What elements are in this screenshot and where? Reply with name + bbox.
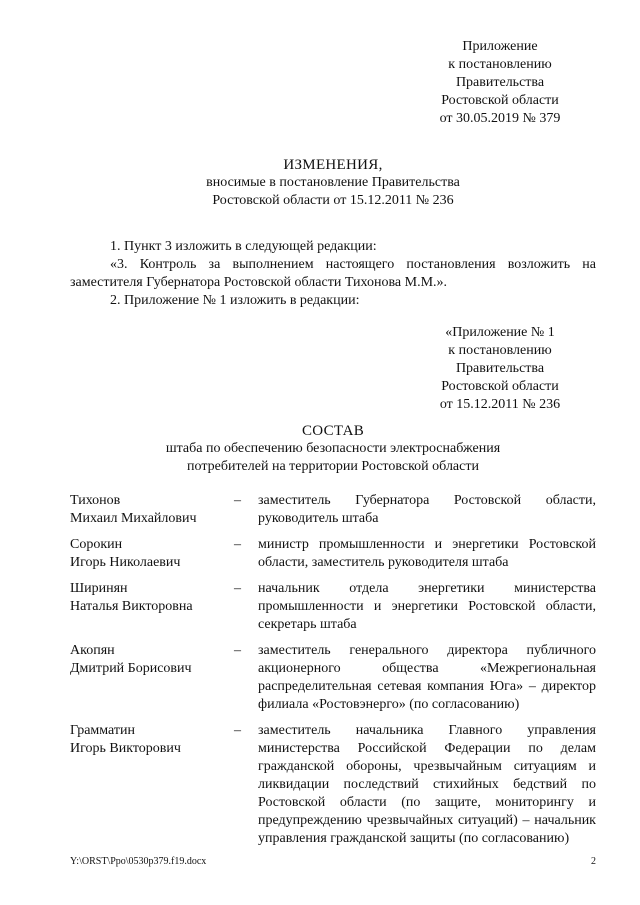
- member-given-names: Наталья Викторовна: [70, 599, 193, 614]
- member-given-names: Игорь Викторович: [70, 741, 181, 756]
- member-surname: Тихонов: [70, 493, 121, 508]
- member-dash: –: [234, 493, 241, 508]
- inner-appendix-header: [425, 324, 575, 414]
- appendix-line: «Приложение № 1: [445, 325, 555, 340]
- appendix-line: Ростовской области: [441, 93, 559, 108]
- composition-subtitle-line: штаба по обеспечению безопасности электроснабжения: [165, 441, 501, 456]
- member-dash: –: [234, 723, 241, 738]
- member-name: [70, 492, 234, 528]
- changes-subtitle-line: Ростовской области от 15.12.2011 № 236: [212, 193, 454, 208]
- members-list: [70, 492, 596, 856]
- member-role: заместитель начальника Главного управления министерства Российской Федерации по делам гражданской обороны, чрезвычайным ситуациям и ликвидации последствий стихийных бедствий по Ростовской области (по защите, мониторингу и предупреждению чрезвычайных ситуаций) – начальник управления гражданской защиты (по согласованию): [258, 723, 596, 846]
- member-given-names: Михаил Михайлович: [70, 511, 197, 526]
- member-role: начальник отдела энергетики министерства промышленности и энергетики Ростовской области, секретарь штаба: [258, 581, 596, 632]
- changes-title: ИЗМЕНЕНИЯ,: [283, 157, 383, 173]
- member-role: заместитель генерального директора публичного акционерного общества «Межрегиональная распределительная сетевая компания Юга» – директор филиала «Ростовэнерго» (по согласованию): [258, 643, 596, 712]
- member-row: [70, 722, 596, 848]
- composition-heading: [70, 422, 596, 476]
- member-given-names: Дмитрий Борисович: [70, 661, 192, 676]
- member-dash: –: [234, 537, 241, 552]
- appendix-line: от 15.12.2011 № 236: [439, 397, 561, 412]
- paragraph: 1. Пункт 3 изложить в следующей редакции:: [110, 239, 377, 254]
- member-surname: Ширинян: [70, 581, 128, 596]
- member-role: министр промышленности и энергетики Ростовской области, заместитель руководителя штаба: [258, 537, 596, 570]
- appendix-line: от 30.05.2019 № 379: [439, 111, 561, 126]
- paragraph: «3. Контроль за выполнением настоящего постановления возложить на заместителя Губернатора Ростовской области Тихонова М.М.».: [70, 257, 596, 290]
- member-dash: –: [234, 643, 241, 658]
- appendix-line: к постановлению: [448, 343, 552, 358]
- appendix-line: Ростовской области: [441, 379, 559, 394]
- appendix-header: [425, 38, 575, 128]
- member-surname: Акопян: [70, 643, 115, 658]
- file-path: Y:\ORST\Ppo\0530p379.f19.docx: [70, 856, 207, 867]
- appendix-line: Правительства: [455, 75, 545, 90]
- changes-subtitle-line: вносимые в постановление Правительства: [206, 175, 460, 190]
- appendix-line: к постановлению: [448, 57, 552, 72]
- member-role: заместитель Губернатора Ростовской области, руководитель штаба: [258, 493, 596, 526]
- member-given-names: Игорь Николаевич: [70, 555, 181, 570]
- member-name: [70, 580, 234, 634]
- member-name: [70, 536, 234, 572]
- member-row: [70, 536, 596, 572]
- page-footer: [70, 856, 596, 868]
- changes-body: [70, 238, 596, 310]
- member-row: [70, 580, 596, 634]
- member-surname: Грамматин: [70, 723, 136, 738]
- member-name: [70, 722, 234, 848]
- paragraph: 2. Приложение № 1 изложить в редакции:: [110, 293, 360, 308]
- appendix-line: Приложение: [462, 39, 538, 54]
- composition-subtitle-line: потребителей на территории Ростовской области: [187, 459, 479, 474]
- member-surname: Сорокин: [70, 537, 123, 552]
- changes-heading: [70, 156, 596, 210]
- appendix-line: Правительства: [455, 361, 545, 376]
- composition-title: СОСТАВ: [301, 423, 365, 439]
- member-row: [70, 492, 596, 528]
- member-row: [70, 642, 596, 714]
- member-name: [70, 642, 234, 714]
- member-dash: –: [234, 581, 241, 596]
- page-number: 2: [591, 856, 596, 867]
